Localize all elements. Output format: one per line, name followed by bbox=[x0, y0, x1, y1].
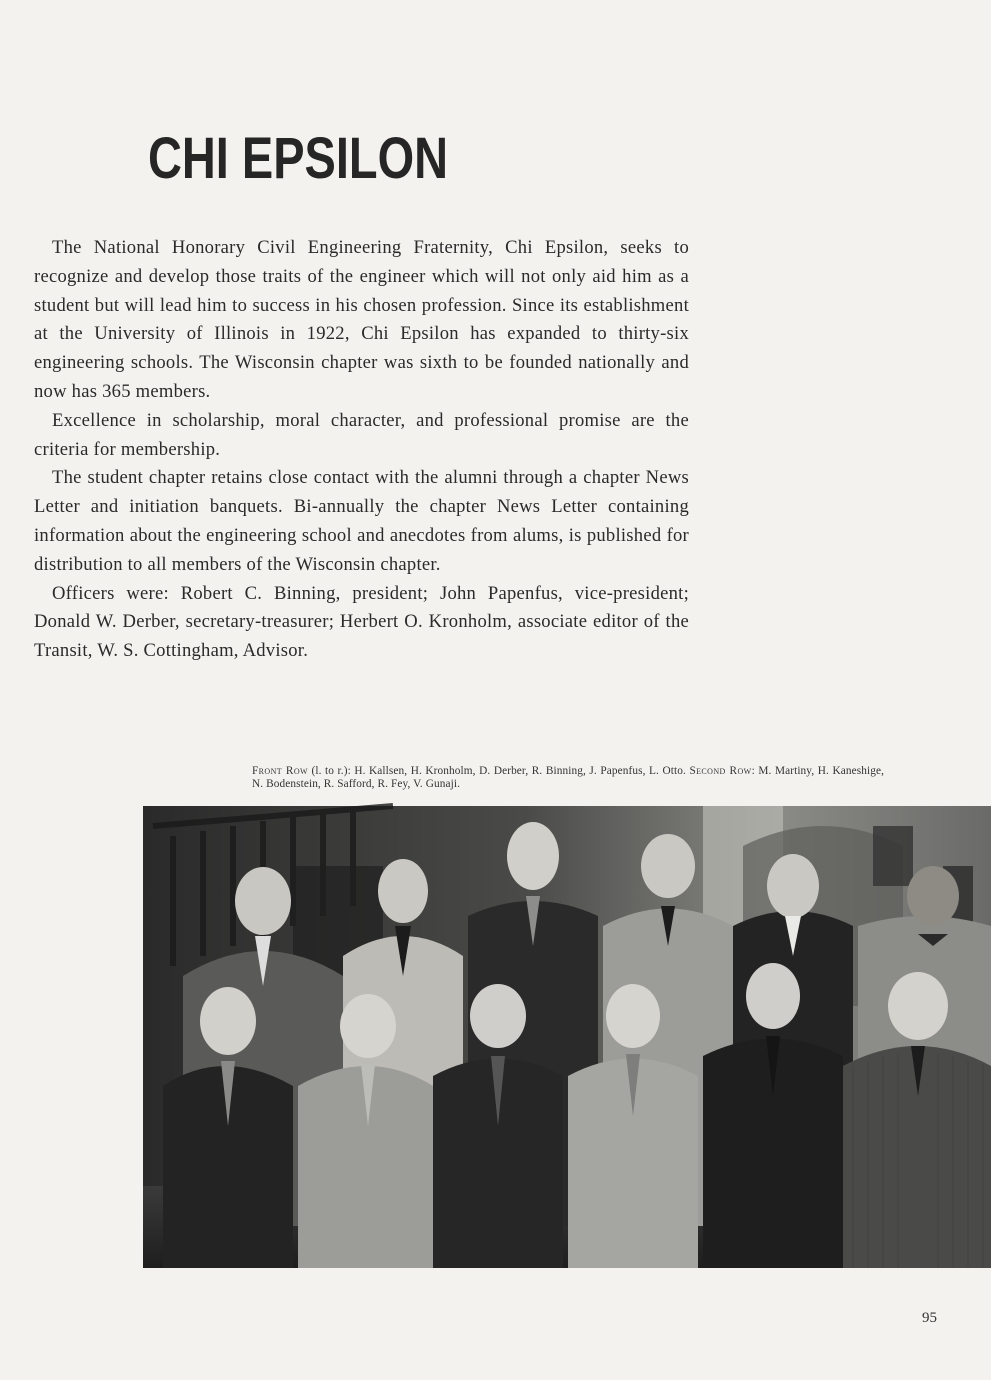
page-title bbox=[148, 118, 468, 198]
caption-second-names: : M. Martiny, H. Kaneshige, N. Bodenstein, R. Safford, R. Fey, V. Gunaji. bbox=[252, 765, 884, 790]
paragraph-officers: Officers were: Robert C. Binning, president; John Papenfus, vice-president; Donald W. Derber, secretary-treasurer; Herbert O. Kronholm, associate editor of the Transit, W. S. Cottingham, Advisor. bbox=[34, 582, 689, 662]
photo-caption bbox=[252, 765, 884, 791]
caption-second-label: Second Row bbox=[689, 765, 752, 777]
group-photo bbox=[143, 806, 991, 1268]
caption-front-names: (l. to r.): H. Kallsen, H. Kronholm, D. Derber, R. Binning, J. Papenfus, L. Otto. bbox=[307, 765, 690, 777]
paragraph-intro: The National Honorary Civil Engineering Fraternity, Chi Epsilon, seeks to recognize and develop those traits of the engineer which will not only aid him as a student but will lead him to success in his chosen profession. Since its establishment at the University of Illinois in 1922, Chi Epsilon has expanded to thirty-six engineering schools. The Wisconsin chapter was sixth to be founded nationally and now has 365 members. bbox=[34, 237, 689, 402]
group-photo-image bbox=[143, 806, 991, 1268]
article-body bbox=[34, 234, 689, 666]
paragraph-newsletter: The student chapter retains close contact with the alumni through a chapter News Letter and initiation banquets. Bi-annually the chapter News Letter containing information about the engineering school and anecdotes from alums, is published for distribution to all members of the Wisconsin chapter. bbox=[34, 467, 689, 575]
paragraph-criteria: Excellence in scholarship, moral character, and professional promise are the criteria for membership. bbox=[34, 409, 689, 460]
caption-front-label: Front Row bbox=[252, 765, 308, 777]
page-number: 95 bbox=[922, 1310, 937, 1326]
title-text: CHI EPSILON bbox=[148, 126, 448, 191]
